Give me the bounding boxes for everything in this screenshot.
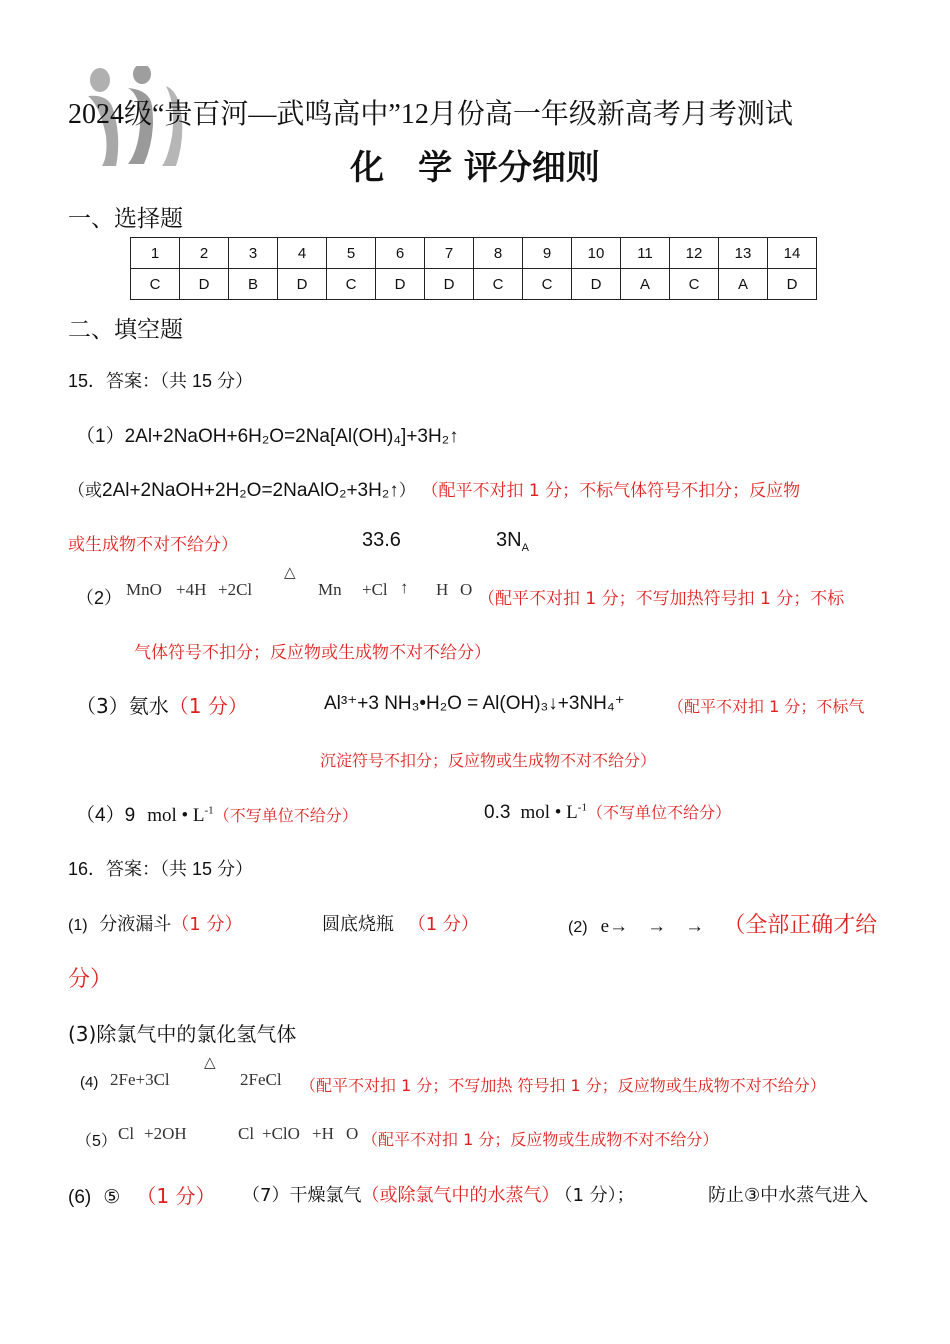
q15-heading [68,367,253,393]
q16-p1-answer: 分液漏斗 [99,914,172,935]
table-cell-answer: C [131,269,180,300]
q16-part2 [568,908,877,939]
q15-p1-volume: 33.6 [362,529,401,551]
table-cell-answer: D [278,269,327,300]
q16-p1-answer2: 圆底烧瓶 [322,914,394,935]
q15-p2-eq-f: ↑ [400,578,409,597]
table-cell-answer: D [768,269,817,300]
q15-p2-eq-g: H [436,580,449,599]
table-cell-number: 14 [768,238,817,269]
q16-p2-chain: e→ → → [600,916,705,937]
table-cell-number: 7 [425,238,474,269]
answer-table [130,237,817,300]
section-heading-fill: 二、填空题 [68,317,183,343]
section-heading-choice: 一、选择题 [68,206,183,232]
q16-p1-score2: （1 分） [407,914,479,935]
table-cell-number: 13 [719,238,768,269]
q16-p5-eq-c: Cl [238,1124,255,1143]
q16-p7-score: （1 分）； [563,1185,635,1206]
table-cell-answer: B [229,269,278,300]
q16-part1 [68,910,242,936]
table-cell-number: 9 [523,238,572,269]
q15-heading-text: 15．答案：（共 15 分） [68,371,254,391]
q15-p4-unit2: mol • L [520,802,578,823]
table-cell-answer: C [327,269,376,300]
q15-p3-note-cont: 沉淀符号不扣分；反应物或生成物不对不给分） [320,751,657,770]
table-cell-number: 5 [327,238,376,269]
q16-p4-eq-b: 2FeCl [240,1070,282,1089]
q15-p3-equation: Al³⁺+3 NH₃•H₂O = Al(OH)₃↓+3NH₄⁺ [324,693,625,714]
table-cell-number: 6 [376,238,425,269]
q15-p2-note: （配平不对扣 1 分；不写加热符号扣 1 分；不标 [478,589,845,609]
q16-p1-score: （1 分） [171,914,243,935]
table-cell-number: 8 [474,238,523,269]
table-cell-number: 12 [670,238,719,269]
table-cell-answer: C [474,269,523,300]
page-title: 化 学 评分细则 [350,148,600,188]
q15-p2-label: （2） [76,588,123,608]
q16-p6-label: (6) [68,1187,92,1208]
table-cell-number: 1 [131,238,180,269]
q15-p1-label: （1） [76,426,125,447]
q16-p4-label: (4) [80,1074,99,1091]
q15-p2-eq-a: MnO [126,580,162,599]
q15-p1-na: 3N [496,529,522,551]
q15-p2-heat-icon: △ [284,565,296,581]
q16-p5-label: （5） [76,1133,117,1150]
q15-p1-alt-equation: 2Al+2NaOH+2H₂O=2NaAlO₂+3H₂↑ [102,480,399,501]
q15-part1 [76,421,459,448]
q16-part6 [68,1180,215,1209]
q16-p7-tail: 防止③中水蒸气进入 [708,1185,869,1206]
q16-p1-label: (1) [68,917,88,934]
q16-p5-eq-f: O [346,1124,359,1143]
table-cell-answer: A [719,269,768,300]
q15-p4-unit-exp: -1 [204,804,214,817]
table-cell-answer: D [376,269,425,300]
q16-p6-answer: ⑤ [103,1186,121,1208]
q15-p2-eq-b: +4H [176,580,207,599]
q15-p4-unit2-exp: -1 [577,801,587,814]
q15-p4-value2: 0.3 [484,802,511,823]
q15-p2-note-cont: 气体符号不扣分；反应物或生成物不对不给分） [134,643,491,663]
table-cell-number: 2 [180,238,229,269]
q15-p2-eq-e: +Cl [362,580,388,599]
q16-heading: 16．答案：（共 15 分） [68,859,254,879]
q16-p4-heat-icon: △ [204,1055,216,1071]
q16-part7 [242,1181,635,1207]
q15-p1-note: （配平不对扣 1 分；不标气体符号不扣分；反应物 [421,481,801,501]
table-cell-number: 4 [278,238,327,269]
q16-p5-eq-e: +H [312,1124,334,1143]
q15-p2-eq-d: Mn [318,580,342,599]
q16-part3: (3)除氯气中的氯化氢气体 [68,1022,297,1046]
table-cell-answer: C [523,269,572,300]
q15-part4 [76,800,358,827]
q15-p4-note2: （不写单位不给分） [586,803,731,822]
table-cell-number: 11 [621,238,670,269]
table-cell-answer: D [180,269,229,300]
table-row-answers [131,269,817,300]
q16-p5-eq-b: +2OH [144,1124,187,1143]
q15-p2-eq-h: O [460,580,473,599]
q16-p2-note-cont: 分） [68,967,113,992]
q16-p4-eq-a: 2Fe+3Cl [110,1070,170,1089]
q15-p3-note: （配平不对扣 1 分；不标气 [668,697,865,716]
q15-p1-alt-close: ） [398,481,416,500]
q16-p5-note: （配平不对扣 1 分；反应物或生成物不对不给分） [362,1130,719,1149]
q15-p2-eq-c: +2Cl [218,580,253,599]
q15-p3-label: （3）氨水 [76,694,169,718]
exam-title: 2024级“贵百河—武鸣高中”12月份高一年级新高考月考测试 [68,99,793,130]
q16-part1-b [322,910,479,936]
q15-p4-unit: mol • L [147,805,205,826]
q15-p3-score: （1 分） [168,694,248,718]
table-cell-number: 10 [572,238,621,269]
q16-p5-eq-a: Cl [118,1124,135,1143]
q15-p4-note: （不写单位不给分） [213,806,358,825]
q15-p1-equation: 2Al+2NaOH+6H₂O=2Na[Al(OH)₄]+3H₂↑ [124,426,459,447]
table-row-numbers [131,238,817,269]
q16-p6-score: （1 分） [136,1184,216,1208]
q15-p1-electrons [496,529,529,554]
q16-p5-eq-d: +ClO [262,1124,300,1143]
q15-p1-note-cont: 或生成物不对不给分） [68,535,238,555]
q15-part3 [76,690,248,719]
q16-p4-note: （配平不对扣 1 分；不写加热 符号扣 1 分；反应物或生成物不对不给分） [300,1076,826,1095]
table-cell-answer: A [621,269,670,300]
table-cell-answer: D [425,269,474,300]
q15-p1-alt-open: （或 [68,481,102,500]
table-cell-answer: C [670,269,719,300]
q16-p7-label: （7）干燥氯气 [242,1185,362,1206]
table-cell-number: 3 [229,238,278,269]
q16-p2-note: （全部正确才给 [723,913,878,938]
q16-p7-alt: （或除氯气中的水蒸气） [361,1185,560,1206]
q15-part4-b [484,800,731,824]
q16-p2-label: (2) [568,919,588,936]
q15-part1-alt [68,476,800,502]
table-cell-answer: D [572,269,621,300]
q15-p1-na-sub: A [521,542,529,554]
q15-p4-label: （4）9 [76,805,136,826]
